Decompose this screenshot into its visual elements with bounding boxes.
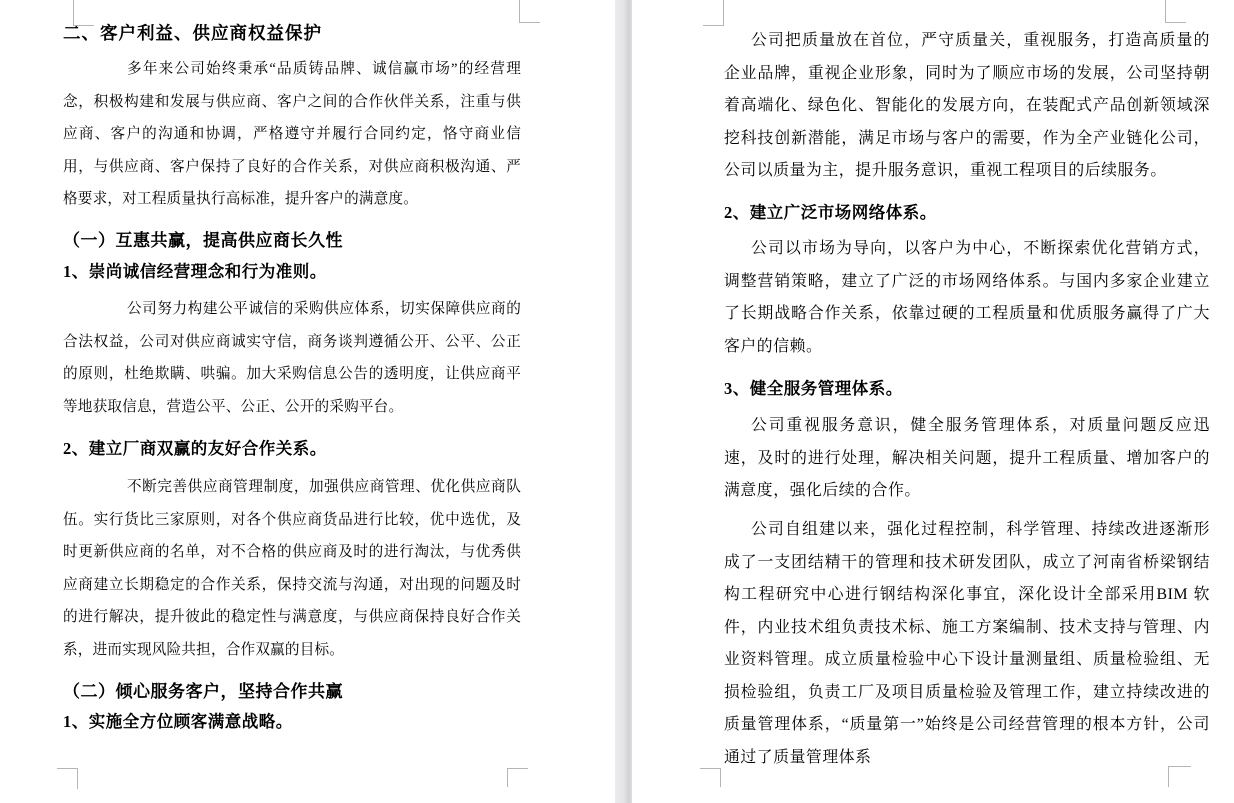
- margin-crop-mark-bottom-left-page2: [700, 768, 721, 787]
- margin-crop-mark-top-left-page2: [703, 0, 724, 26]
- item-heading-market-network: 2、建立广泛市场网络体系。: [724, 203, 937, 222]
- document-page-right[interactable]: [632, 0, 1234, 803]
- paragraph: 公司重视服务意识，健全服务管理体系，对质量问题反应迅速，及时的进行处理，解决相关问题，提升工程质量、增加客户的满意度，强化后续的合作。: [724, 417, 1210, 499]
- margin-crop-mark-bottom-right-page1: [507, 768, 528, 787]
- paragraph: 公司自组建以来，强化过程控制，科学管理、持续改进逐渐形成了一支团结精干的管理和技术研发团队，成立了河南省桥梁钢结构工程研究中心进行钢结构深化事宜，深化设计全部采用BIM 软件，内业技术组负责技术标、施工方案编制、技术支持与管理、内业资料管理。成立质量检验中心下设计量测量组、质量检验组、无损检验组，负责工厂及项目质量检验及管理工作，建立持续改进的质量管理体系，“质量第一”始终是公司经营管理的根本方针，公司通过了质量管理体系: [724, 521, 1210, 766]
- paragraph: 公司把质量放在首位，严守质量关，重视服务，打造高质量的企业品牌，重视企业形象，同时为了顺应市场的发展，公司坚持朝着高端化、绿色化、智能化的发展方向，在装配式产品创新领域深挖科技创新潜能，满足市场与客户的需要，作为全产业链化公司，公司以质量为主，提升服务意识，重视工程项目的后续服务。: [724, 32, 1210, 179]
- document-page-left[interactable]: [0, 0, 615, 803]
- section-heading-customer-supplier-protection: 二、客户利益、供应商权益保护: [63, 23, 322, 43]
- item-heading-win-win-cooperation: 2、建立厂商双赢的友好合作关系。: [63, 439, 327, 458]
- margin-crop-mark-bottom-right-page2: [1168, 766, 1191, 787]
- item-heading-integrity-principles: 1、崇尚诚信经营理念和行为准则。: [63, 262, 327, 281]
- subsection-heading-mutual-benefit: （一）互惠共赢，提高供应商长久性: [63, 231, 343, 250]
- paragraph: 公司以市场为导向，以客户为中心，不断探索优化营销方式，调整营销策略，建立了广泛的市场网络体系。与国内多家企业建立了长期战略合作关系，依靠过硬的工程质量和优质服务赢得了广大客户的信赖。: [724, 240, 1210, 355]
- margin-crop-mark-top-right-page1: [519, 0, 540, 23]
- paragraph: 不断完善供应商管理制度，加强供应商管理、优化供应商队伍。实行货比三家原则，对各个供应商货品进行比较，优中选优，及时更新供应商的名单，对不合格的供应商及时的进行淘汰，与优秀供应商建立长期稳定的合作关系，保持交流与沟通，对出现的问题及时的进行解决，提升彼此的稳定性与满意度，与供应商保持良好合作关系，进而实现风险共担，合作双赢的目标。: [63, 479, 521, 658]
- page-gap-divider: [615, 0, 632, 803]
- margin-crop-mark-bottom-left-page1: [57, 768, 78, 789]
- item-heading-customer-satisfaction-strategy: 1、实施全方位顾客满意战略。: [63, 712, 293, 731]
- subsection-heading-serve-customers: （二）倾心服务客户，坚持合作共赢: [63, 682, 343, 701]
- margin-crop-mark-top-right-page2: [1165, 0, 1186, 23]
- margin-crop-mark-top-left-page1: [73, 0, 94, 26]
- item-heading-service-management-system: 3、健全服务管理体系。: [724, 379, 903, 398]
- paragraph: 多年来公司始终秉承“品质铸品牌、诚信赢市场”的经营理念，积极构建和发展与供应商、客户之间的合作伙伴关系，注重与供应商、客户的沟通和协调，严格遵守并履行合同约定，恪守商业信用，与供应商、客户保持了良好的合作关系，对供应商积极沟通、严格要求，对工程质量执行高标准，提升客户的满意度。: [63, 61, 521, 207]
- paragraph: 公司努力构建公平诚信的采购供应体系，切实保障供应商的合法权益，公司对供应商诚实守信，商务谈判遵循公开、公平、公正的原则，杜绝欺瞒、哄骗。加大采购信息公告的透明度，让供应商平等地获取信息，营造公平、公正、公开的采购平台。: [63, 301, 521, 415]
